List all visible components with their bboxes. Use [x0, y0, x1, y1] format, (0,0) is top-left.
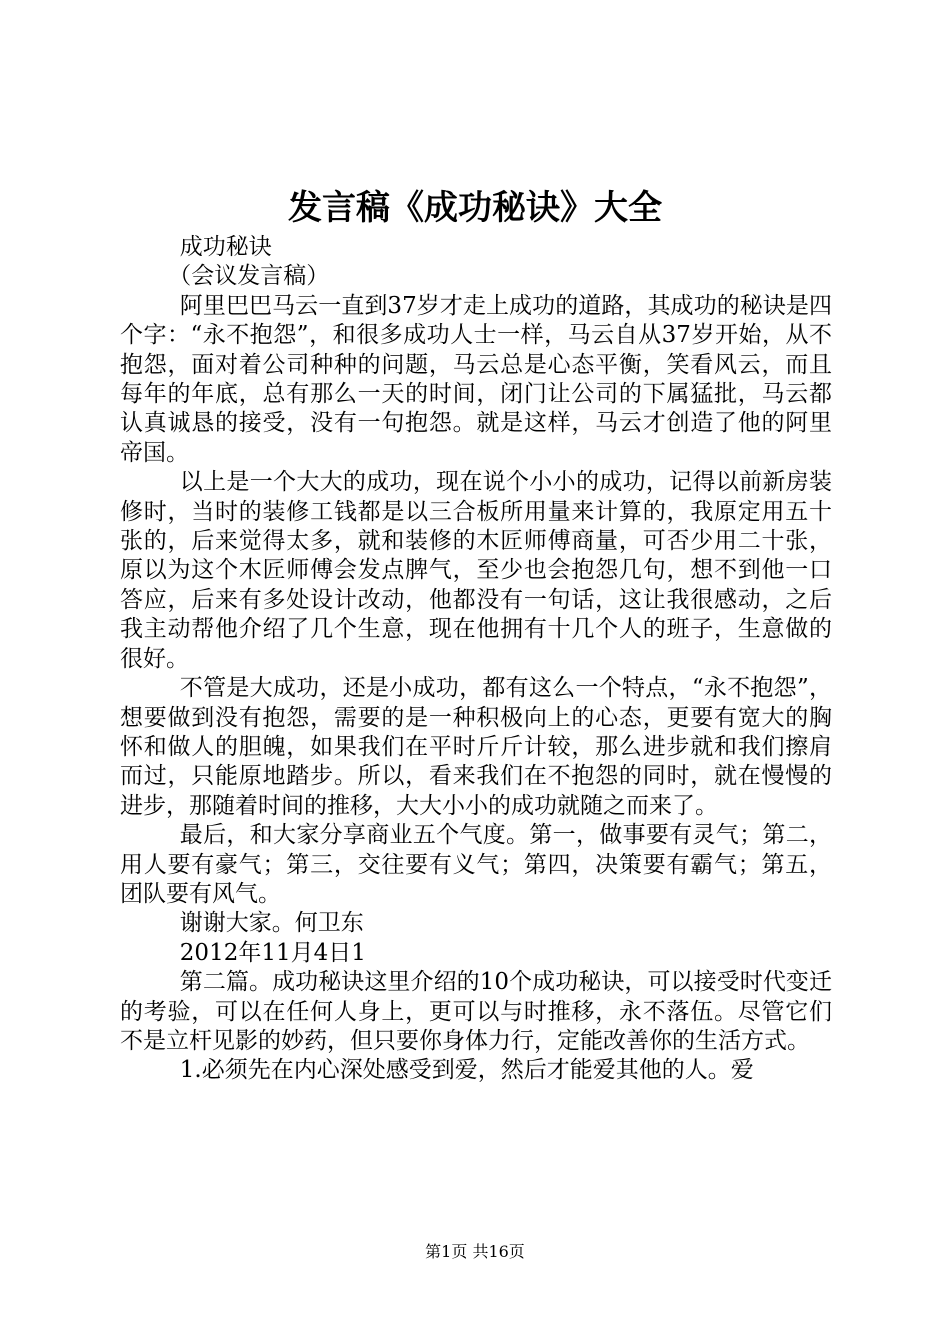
paragraph: 第二篇。成功秘诀这里介绍的10个成功秘诀，可以接受时代变迁的考验，可以在任何人身上，更可以与时推移，永不落伍。尽管它们不是立杆见影的妙药，但只要你身体力行，定能改善你的生活方式。 [120, 969, 832, 1054]
paragraph-subtitle: （会议发言稿） [168, 263, 330, 290]
document-body [120, 233, 832, 1086]
paragraph: 1.必须先在内心深处感受到爱，然后才能爱其他的人。爱 [179, 1057, 754, 1084]
document-title: 发言稿《成功秘诀》大全 [288, 188, 662, 228]
page-footer: 第1页 共16页 [425, 1242, 525, 1261]
paragraph-heading: 成功秘诀 [179, 234, 272, 260]
paragraph-date: 2012年11月4日1 [179, 939, 366, 966]
paragraph: 以上是一个大大的成功，现在说个小小的成功，记得以前新房装修时，当时的装修工钱都是以三合板所用量来计算的，我原定用五十张的，后来觉得太多，就和装修的木匠师傅商量，可否少用二十张，原以为这个木匠师傅会发点脾气，至少也会抱怨几句，想不到他一口答应，后来有多处设计改动，他都没有一句话，这让我很感动，之后我主动帮他介绍了几个生意，现在他拥有十几个人的班子，生意做的很好。 [120, 469, 832, 672]
paragraph-signature: 谢谢大家。何卫东 [179, 910, 364, 937]
paragraph: 阿里巴巴马云一直到37岁才走上成功的道路，其成功的秘诀是四个字：“永不抱怨”，和很多成功人士一样，马云自从37岁开始，从不抱怨，面对着公司种种的问题，马云总是心态平衡，笑看风云，而且每年的年底，总有那么一天的时间，闭门让公司的下属猛批，马云都认真诚恳的接受，没有一句抱怨。就是这样，马云才创造了他的阿里帝国。 [120, 292, 832, 466]
paragraph: 最后，和大家分享商业五个气度。第一，做事要有灵气；第二，用人要有豪气；第三，交往要有义气；第四，决策要有霸气；第五，团队要有风气。 [120, 822, 832, 907]
paragraph: 不管是大成功，还是小成功，都有这么一个特点，“永不抱怨”，想要做到没有抱怨，需要的是一种积极向上的心态，更要有宽大的胸怀和做人的胆魄，如果我们在平时斤斤计较，那么进步就和我们擦肩而过，只能原地踏步。所以，看来我们在不抱怨的同时，就在慢慢的进步，那随着时间的推移，大大小小的成功就随之而来了。 [120, 675, 832, 819]
